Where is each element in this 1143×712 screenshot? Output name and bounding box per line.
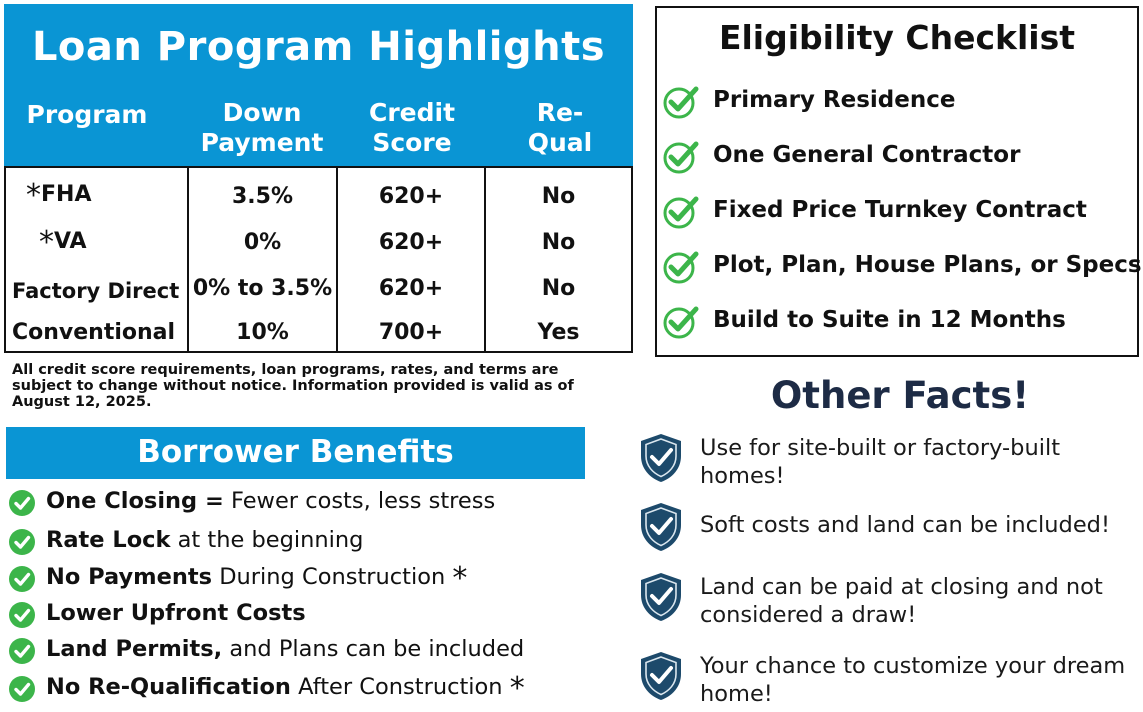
col-header-credit-score: Credit Score (368, 98, 456, 157)
fact-text: Use for site-built or factory-built homes! (700, 435, 1061, 489)
checklist-label: Plot, Plan, House Plans, or Specs (713, 252, 1142, 278)
fact-text: Land can be paid at closing and not considered a draw! (700, 574, 1103, 628)
table-cell-credit: 620+ (378, 276, 444, 301)
borrower-benefits-title: Borrower Benefits (137, 434, 454, 470)
loan-program-table (4, 4, 633, 353)
benefit-label: No Payments During Construction * (46, 561, 468, 596)
table-cell-down: 10% (236, 320, 289, 345)
shield-check-icon (636, 432, 686, 484)
benefit-label: No Re-Qualification After Construction * (46, 671, 525, 706)
benefit-label: Lower Upfront Costs (46, 600, 306, 626)
table-cell-down: 0% to 3.5% (192, 276, 333, 301)
benefit-label: Rate Lock at the beginning (46, 527, 364, 553)
check-circle-icon (8, 675, 36, 703)
check-circle-icon (8, 601, 36, 629)
fact-text: Your chance to customize your dream home! (700, 653, 1126, 707)
table-cell-down: 3.5% (231, 184, 293, 209)
loan-title: Loan Program Highlights (31, 24, 606, 70)
fact-text: Soft costs and land can be included! (700, 512, 1110, 538)
check-circle-icon (8, 637, 36, 665)
benefit-label: One Closing = Fewer costs, less stress (46, 488, 496, 514)
table-cell-credit: 700+ (378, 320, 444, 345)
eligibility-checklist (655, 6, 1142, 357)
asterisk: * (509, 671, 525, 706)
check-circle-icon (8, 489, 36, 517)
check-mark-icon (663, 140, 699, 174)
checklist-label: Fixed Price Turnkey Contract (713, 197, 1087, 223)
col-header-program: Program (26, 100, 148, 129)
table-cell-requal: No (541, 276, 576, 301)
table-cell-requal: No (541, 184, 576, 209)
disclaimer-text: All credit score requirements, loan programs, rates, and terms are subject to change without notice. Information provided is valid as of August 12, 2025. (12, 362, 574, 410)
col-header-down-payment: Down Payment (200, 98, 324, 157)
benefit-label: Land Permits, and Plans can be included (46, 636, 525, 662)
table-row-program: *FHA (26, 178, 92, 213)
other-facts-title: Other Facts! (770, 374, 1030, 417)
table-cell-credit: 620+ (378, 184, 444, 209)
asterisk: * (39, 225, 54, 260)
shield-check-icon (636, 571, 686, 623)
checklist-label: One General Contractor (713, 142, 1021, 168)
table-row-program: Conventional (12, 320, 176, 345)
checklist-label: Primary Residence (713, 87, 956, 113)
table-row-program: Factory Direct (12, 279, 180, 303)
table-cell-down: 0% (243, 230, 282, 255)
shield-check-icon (636, 650, 686, 702)
shield-check-icon (636, 501, 686, 553)
table-cell-requal: No (541, 230, 576, 255)
check-mark-icon (663, 250, 699, 284)
asterisk: * (452, 561, 468, 596)
check-circle-icon (8, 528, 36, 556)
col-header-requal: Re- Qual (527, 98, 593, 157)
borrower-benefits-header (6, 427, 585, 479)
check-mark-icon (663, 195, 699, 229)
eligibility-title: Eligibility Checklist (718, 18, 1076, 57)
table-cell-requal: Yes (537, 320, 580, 345)
checklist-label: Build to Suite in 12 Months (713, 307, 1066, 333)
check-mark-icon (663, 85, 699, 119)
table-row-program: *VA (39, 225, 87, 260)
table-cell-credit: 620+ (378, 230, 444, 255)
loan-table-body (4, 166, 633, 353)
asterisk: * (26, 178, 41, 213)
check-circle-icon (8, 565, 36, 593)
loan-table-header (4, 4, 633, 166)
check-mark-icon (663, 305, 699, 339)
